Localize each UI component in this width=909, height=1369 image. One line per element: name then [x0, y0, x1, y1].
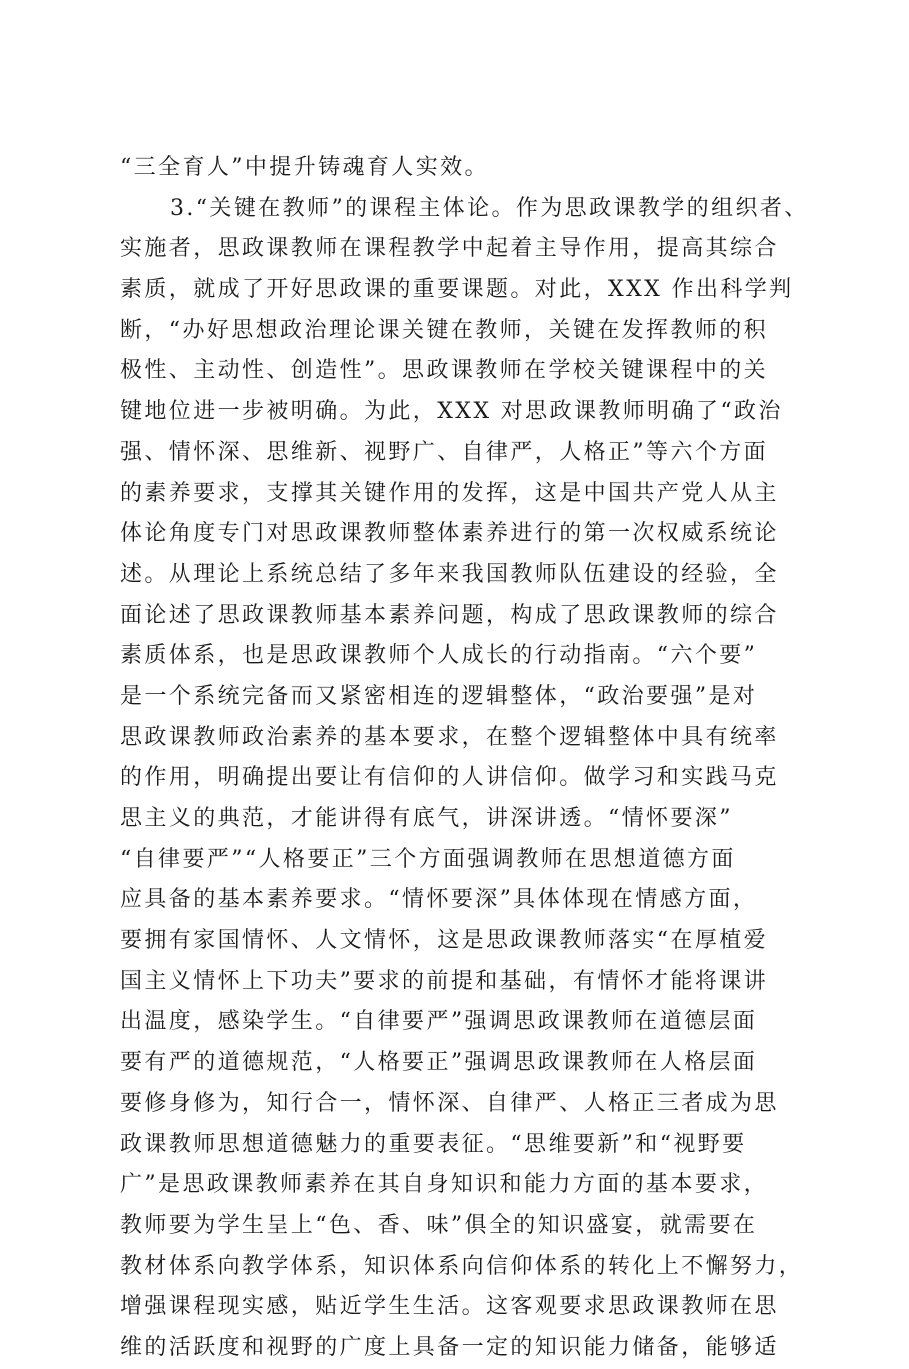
text-line: 政课教师思想道德魅力的重要表征。“思维要新”和“视野要 [120, 1131, 747, 1157]
section-heading-line: 3.“关键在教师”的课程主体论。作为思政课教学的组织者、 [170, 195, 809, 221]
text-line: 是一个系统完备而又紧密相连的逻辑整体，“政治要强”是对 [120, 683, 758, 709]
text-line: 的素养要求，支撑其关键作用的发挥，这是中国共产党人从主 [120, 480, 779, 506]
text-line: 键地位进一步被明确。为此，XXX 对思政课教师明确了“政治 [120, 399, 783, 425]
text-line: 面论述了思政课教师基本素养问题，构成了思政课教师的综合 [120, 602, 779, 628]
text-line: 断，“办好思想政治理论课关键在教师，关键在发挥教师的积 [120, 317, 769, 343]
text-line: 应具备的基本素养要求。“情怀要深”具体体现在情感方面， [120, 887, 758, 913]
text-line: 要拥有家国情怀、人文情怀，这是思政课教师落实“在厚植爱 [120, 928, 769, 954]
text-line: 的作用，明确提出要让有信仰的人讲信仰。做学习和实践马克 [120, 765, 779, 791]
text-line: 广”是思政课教师素养在其自身知识和能力方面的基本要求， [120, 1172, 769, 1198]
text-line: “自律要严”“人格要正”三个方面强调教师在思想道德方面 [120, 846, 736, 872]
text-line: 述。从理论上系统总结了多年来我国教师队伍建设的经验，全 [120, 561, 779, 587]
text-line: 体论角度专门对思政课教师整体素养进行的第一次权威系统论 [120, 521, 779, 547]
text-line: 思政课教师政治素养的基本要求，在整个逻辑整体中具有统率 [120, 724, 779, 750]
text-line: 出温度，感染学生。“自律要严”强调思政课教师在道德层面 [120, 1009, 758, 1035]
text-line: 强、情怀深、思维新、视野广、自律严，人格正”等六个方面 [120, 439, 769, 465]
text-line: 实施者，思政课教师在课程教学中起着主导作用，提高其综合 [120, 236, 779, 262]
text-line: 增强课程现实感，贴近学生生活。这客观要求思政课教师在思 [120, 1294, 779, 1320]
text-line: 极性、主动性、创造性”。思政课教师在学校关键课程中的关 [120, 358, 769, 384]
text-line: 教材体系向教学体系，知识体系向信仰体系的转化上不懈努力， [120, 1253, 804, 1279]
text-line: “三全育人”中提升铸魂育人实效。 [120, 155, 489, 180]
text-line: 素质体系，也是思政课教师个人成长的行动指南。“六个要” [120, 643, 758, 669]
text-line: 国主义情怀上下功夫”要求的前提和基础，有情怀才能将课讲 [120, 968, 769, 994]
body-text [120, 148, 820, 1369]
text-line: 教师要为学生呈上“色、香、味”俱全的知识盛宴，就需要在 [120, 1212, 758, 1238]
text-line: 要修身修为，知行合一，情怀深、自律严、人格正三者成为思 [120, 1090, 779, 1116]
text-line: 思主义的典范，才能讲得有底气，讲深讲透。“情怀要深” [120, 806, 733, 831]
text-line: 素质，就成了开好思政课的重要课题。对此，XXX 作出科学判 [120, 277, 794, 303]
text-line: 维的活跃度和视野的广度上具备一定的知识能力储备，能够适 [120, 1334, 779, 1360]
text-line: 要有严的道德规范，“人格要正”强调思政课教师在人格层面 [120, 1050, 758, 1076]
